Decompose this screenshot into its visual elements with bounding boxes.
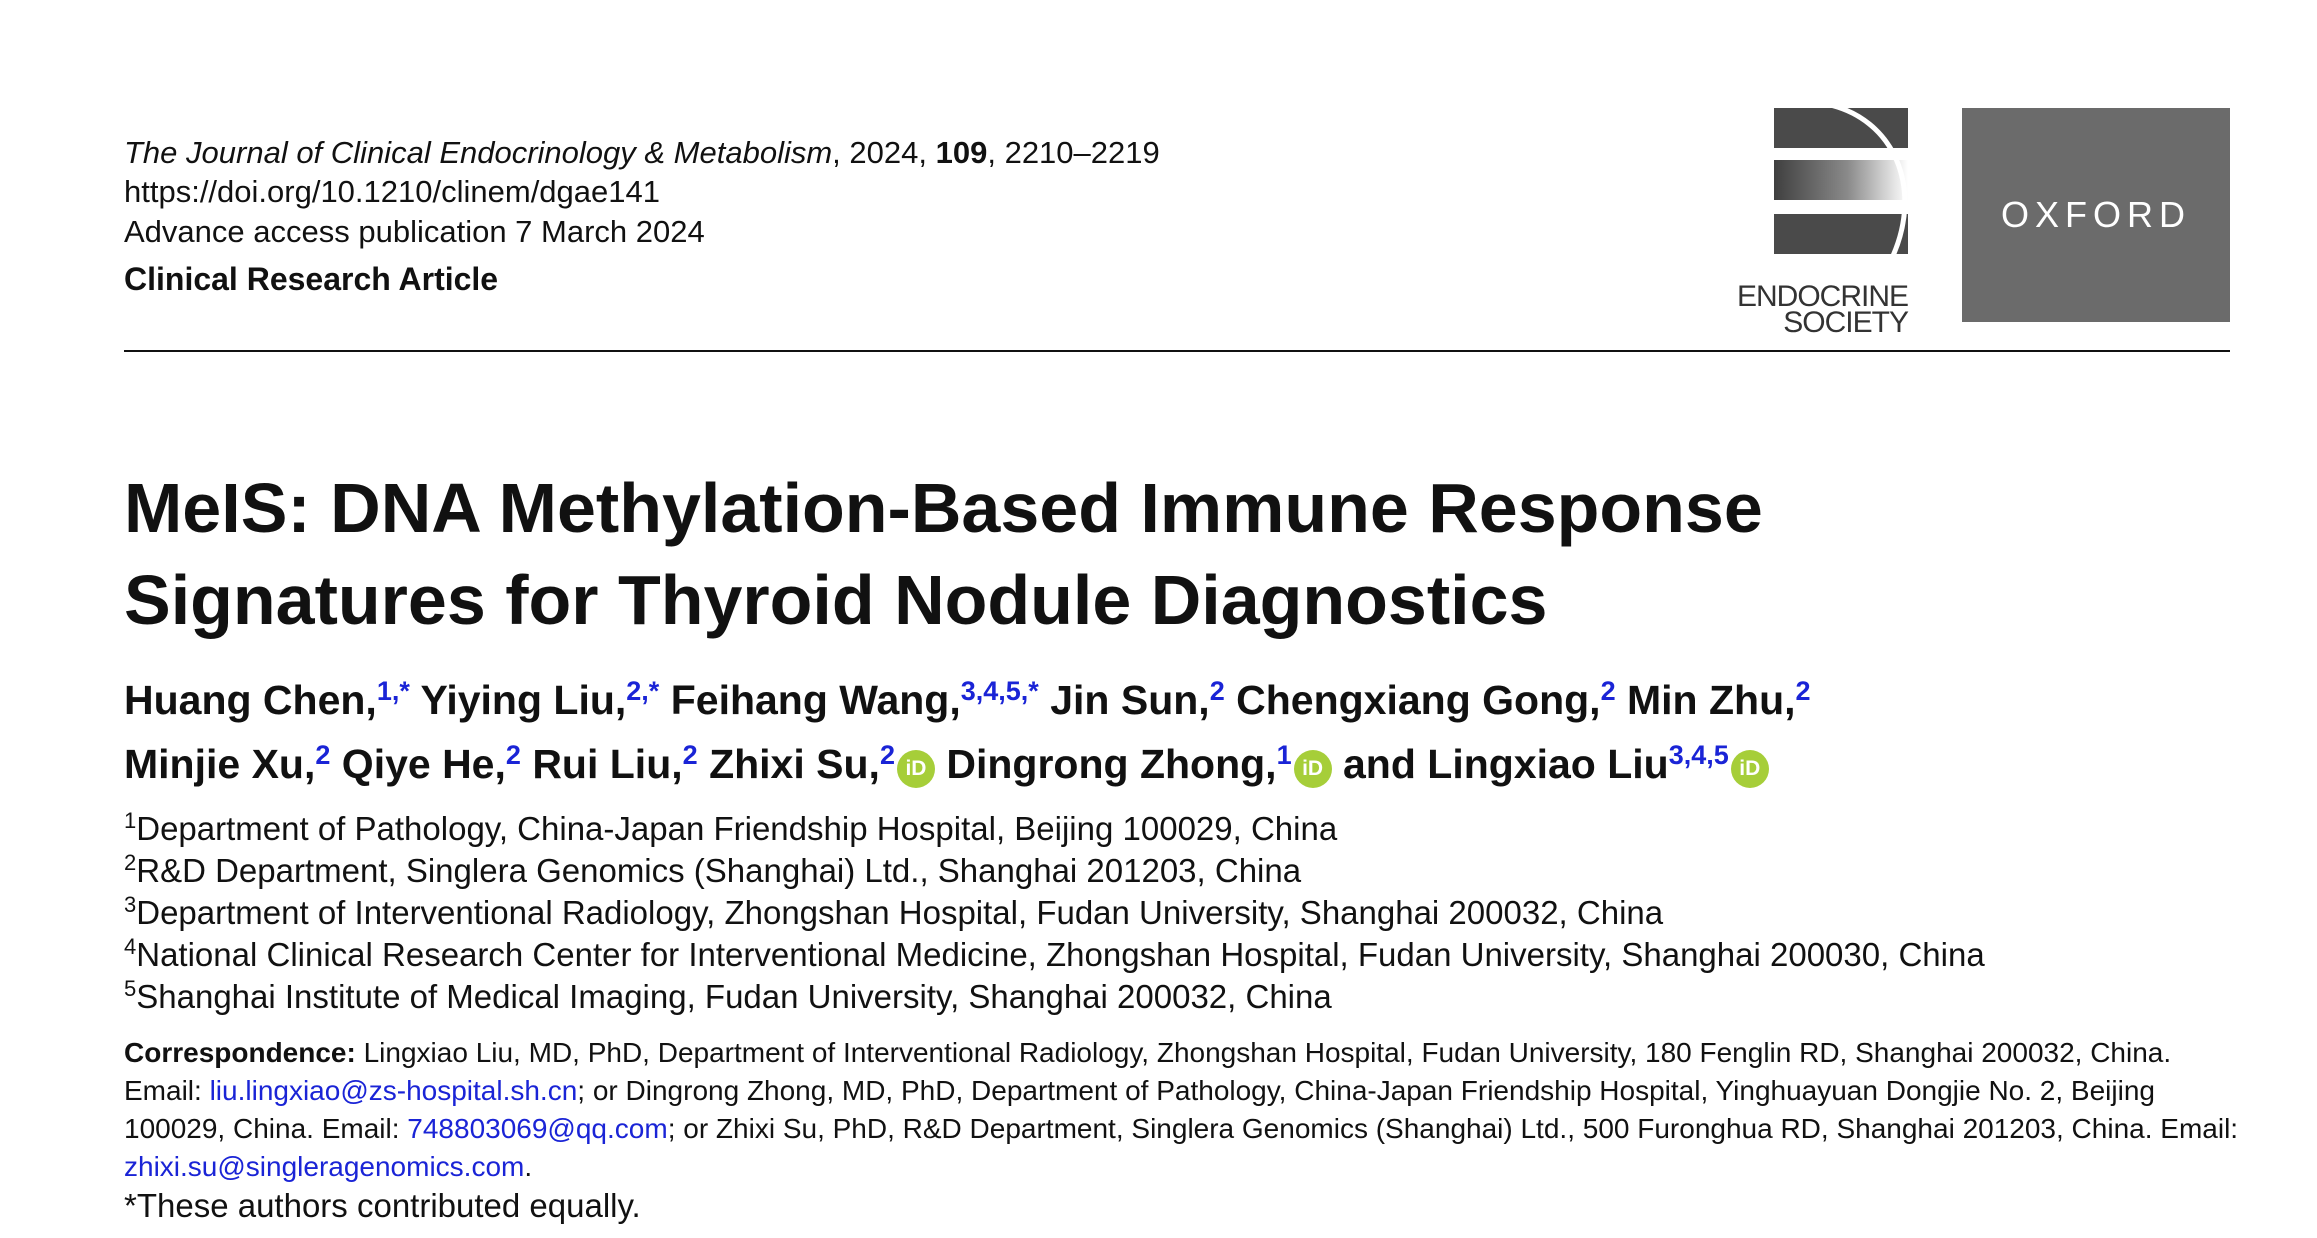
affiliation-text: National Clinical Research Center for Interventional Medicine, Zhongshan Hospital, Fudan University, Shanghai 200030, China [136, 936, 1985, 973]
author-affiliation-ref[interactable]: 2 [1795, 676, 1811, 706]
journal-citation: The Journal of Clinical Endocrinology & Metabolism, 2024, 109, 2210–2219 [124, 135, 1160, 170]
author[interactable]: Zhixi Su,$^2$ iD [709, 741, 935, 787]
endocrine-logo-line1: ENDOCRINE [1736, 280, 1908, 313]
author[interactable]: Qiye He,$^2$ [341, 740, 521, 787]
affiliation-number: 4 [124, 934, 137, 959]
author-affiliation-ref[interactable]: 2 [879, 740, 895, 770]
orcid-icon[interactable]: iD [1294, 750, 1332, 788]
author[interactable]: Chengxiang Gong,$^2$ [1236, 676, 1616, 723]
correspondence-block: Correspondence: Lingxiao Liu, MD, PhD, Department of Interventional Radiology, Zhongshan Hospital, Fudan University, 180 Fenglin RD, Shanghai 200032, China. Email: liu.lingxiao@zs-hospital.sh.cn; or Dingrong Zhong, MD, PhD, Department of Pathology, China-Japan Friendship Hospital, Yinghuayuan Dongjie No. 2, Beijing 100029, China. Email: 748803069@qq.com; or Zhixi Su, PhD, R&D Department, Singlera Genomics (Shanghai) Ltd., 500 Furonghua RD, Shanghai 201203, China. Email: zhixi.su@singleragenomics.com. [124, 1037, 2239, 1182]
author[interactable]: Yiying Liu,$^{2,*}$ [420, 676, 660, 723]
author[interactable]: Minjie Xu,$^2$ [124, 740, 331, 787]
affiliation-list [124, 808, 2234, 1018]
author-affiliation-ref[interactable]: 2 [505, 740, 521, 770]
author[interactable]: Dingrong Zhong,$^1$ iD [946, 741, 1331, 787]
article-title [124, 462, 2224, 646]
endocrine-society-logo [1718, 108, 1908, 338]
title-line-2: Signatures for Thyroid Nodule Diagnostics [124, 561, 1548, 639]
journal-year: 2024 [849, 135, 919, 170]
endocrine-society-emblem [1774, 108, 1964, 278]
journal-name: The Journal of Clinical Endocrinology & Metabolism [124, 135, 833, 170]
affiliation-number: 2 [124, 850, 137, 875]
oxford-logo [1962, 108, 2230, 322]
author[interactable]: Huang Chen,$^{1,*}$ [124, 676, 410, 723]
affiliation-text: Shanghai Institute of Medical Imaging, Fudan University, Shanghai 200032, China [136, 978, 1332, 1015]
advance-access-date: Advance access publication 7 March 2024 [124, 214, 705, 249]
affiliation [124, 976, 2234, 1018]
orcid-icon[interactable]: iD [1731, 750, 1769, 788]
author-affiliation-ref[interactable]: 1 [1276, 740, 1292, 770]
journal-volume: 109 [935, 135, 988, 170]
author[interactable]: and Lingxiao Liu$^{3,4,5}$ iD [1343, 741, 1769, 787]
author-affiliation-ref[interactable]: 2 [315, 740, 331, 770]
affiliation-text: Department of Pathology, China-Japan Friendship Hospital, Beijing 100029, China [136, 810, 1338, 847]
author-affiliation-ref[interactable]: 2 [1600, 676, 1616, 706]
author[interactable]: Feihang Wang,$^{3,4,5,*}$ [670, 676, 1039, 723]
article-type: Clinical Research Article [124, 261, 499, 297]
title-line-1: MeIS: DNA Methylation-Based Immune Response [124, 469, 1763, 547]
affiliation-number: 5 [124, 976, 137, 1001]
author-affiliation-ref[interactable]: 2 [682, 740, 698, 770]
author[interactable]: Jin Sun,$^2$ [1050, 676, 1225, 723]
affiliation-number: 3 [124, 892, 137, 917]
affiliation-text: Department of Interventional Radiology, Zhongshan Hospital, Fudan University, Shanghai 200032, China [136, 894, 1664, 931]
header-divider [124, 350, 2230, 352]
orcid-icon[interactable]: iD [897, 750, 935, 788]
author-affiliation-ref[interactable]: 1,* [376, 676, 410, 706]
author-list [124, 668, 2234, 796]
equal-contribution-note: *These authors contributed equally. [124, 1187, 641, 1224]
email-link[interactable]: zhixi.su@singleragenomics.com [124, 1151, 525, 1182]
author-affiliation-ref[interactable]: 3,4,5 [1668, 740, 1729, 770]
author[interactable]: Min Zhu,$^2$ [1627, 676, 1811, 723]
oxford-logo-text: OXFORD [2000, 194, 2191, 235]
author-affiliation-ref[interactable]: 2,* [626, 676, 660, 706]
email-link[interactable]: liu.lingxiao@zs-hospital.sh.cn [209, 1075, 578, 1106]
affiliation [124, 850, 2234, 892]
author[interactable]: Rui Liu,$^2$ [532, 740, 698, 787]
endocrine-logo-line2: SOCIETY [1783, 306, 1908, 339]
affiliation [124, 934, 2234, 976]
correspondence-label: Correspondence: [124, 1037, 356, 1068]
journal-pages: 2210–2219 [1004, 135, 1160, 170]
affiliation-number: 1 [124, 808, 137, 833]
affiliation [124, 892, 2234, 934]
affiliation [124, 808, 2234, 850]
affiliation-text: R&D Department, Singlera Genomics (Shanghai) Ltd., Shanghai 201203, China [136, 852, 1302, 889]
doi-link[interactable]: https://doi.org/10.1210/clinem/dgae141 [124, 174, 660, 209]
author-affiliation-ref[interactable]: 2 [1209, 676, 1225, 706]
author-affiliation-ref[interactable]: 3,4,5,* [960, 676, 1039, 706]
email-link[interactable]: 748803069@qq.com [407, 1113, 668, 1144]
